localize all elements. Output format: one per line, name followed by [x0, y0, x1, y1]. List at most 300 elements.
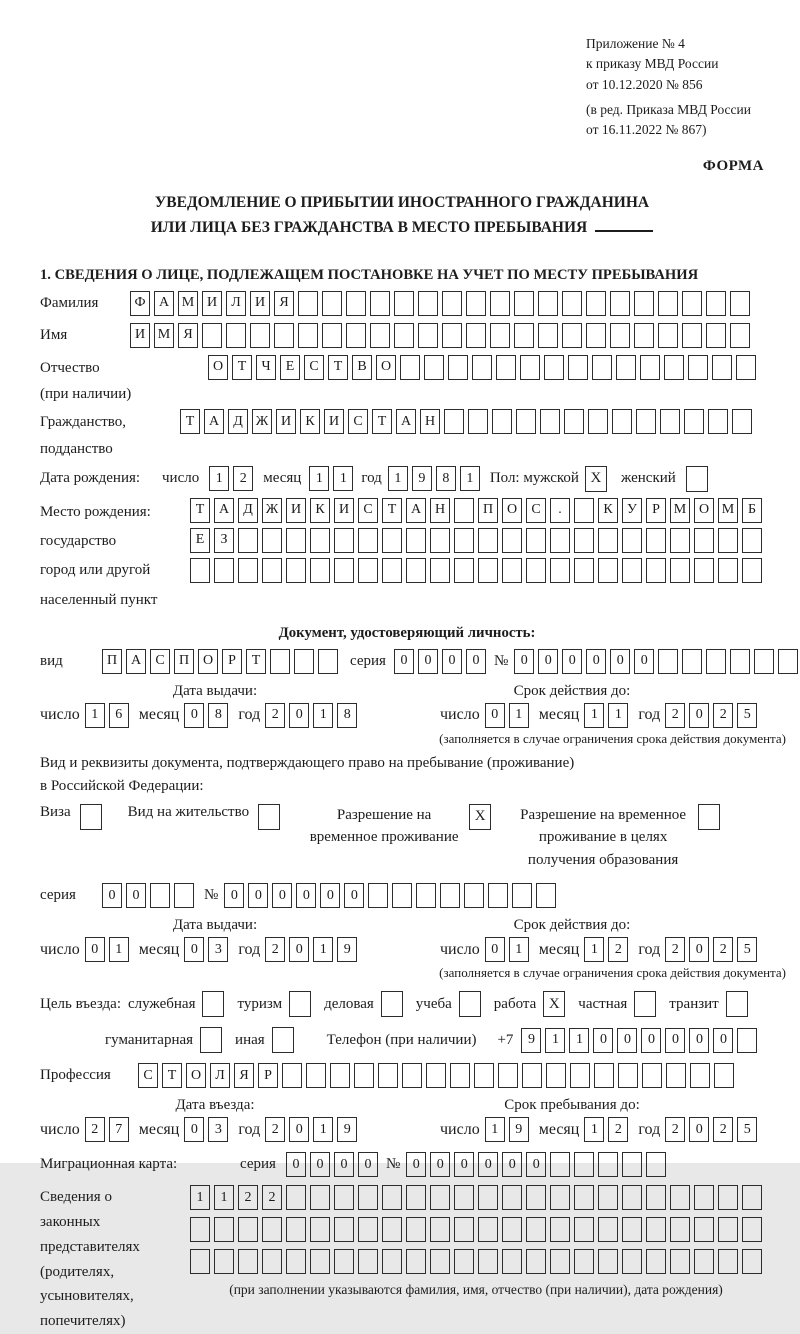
char-box[interactable]: [346, 323, 366, 348]
char-box[interactable]: [496, 355, 516, 380]
char-box[interactable]: И: [250, 291, 270, 316]
char-box[interactable]: [286, 1185, 306, 1210]
char-box[interactable]: [416, 883, 436, 908]
char-box[interactable]: [682, 291, 702, 316]
char-box[interactable]: [358, 1217, 378, 1242]
char-box[interactable]: [684, 409, 704, 434]
char-box[interactable]: [742, 1185, 762, 1210]
char-box[interactable]: 1: [584, 1117, 604, 1142]
char-box[interactable]: 7: [109, 1117, 129, 1142]
char-box[interactable]: [466, 323, 486, 348]
char-box[interactable]: М: [154, 323, 174, 348]
char-box[interactable]: 2: [665, 1117, 685, 1142]
char-box[interactable]: П: [174, 649, 194, 674]
char-box[interactable]: [666, 1063, 686, 1088]
char-box[interactable]: [322, 291, 342, 316]
surname-input[interactable]: [130, 291, 750, 316]
char-box[interactable]: 1: [584, 937, 604, 962]
char-box[interactable]: [646, 558, 666, 583]
doc-number-input[interactable]: [514, 649, 798, 674]
char-box[interactable]: [538, 323, 558, 348]
char-box[interactable]: [334, 528, 354, 553]
char-box[interactable]: 0: [610, 649, 630, 674]
char-box[interactable]: [646, 1249, 666, 1274]
char-box[interactable]: Н: [420, 409, 440, 434]
char-box[interactable]: 2: [713, 937, 733, 962]
char-box[interactable]: [634, 323, 654, 348]
char-box[interactable]: Д: [228, 409, 248, 434]
char-box[interactable]: [430, 558, 450, 583]
char-box[interactable]: [334, 558, 354, 583]
purpose-private-checkbox[interactable]: [634, 991, 656, 1017]
char-box[interactable]: [502, 528, 522, 553]
char-box[interactable]: [690, 1063, 710, 1088]
char-box[interactable]: [622, 528, 642, 553]
char-box[interactable]: 0: [418, 649, 438, 674]
char-box[interactable]: [378, 1063, 398, 1088]
entry-day-input[interactable]: [85, 1117, 129, 1142]
entry-month-input[interactable]: [184, 1117, 228, 1142]
char-box[interactable]: 0: [310, 1152, 330, 1177]
birthplace-line2-input[interactable]: [190, 528, 762, 553]
char-box[interactable]: М: [718, 498, 738, 523]
char-box[interactable]: [622, 1185, 642, 1210]
char-box[interactable]: [778, 649, 798, 674]
char-box[interactable]: 0: [562, 649, 582, 674]
char-box[interactable]: 1: [85, 703, 105, 728]
char-box[interactable]: [540, 409, 560, 434]
char-box[interactable]: [190, 558, 210, 583]
char-box[interactable]: 0: [224, 883, 244, 908]
char-box[interactable]: [694, 1249, 714, 1274]
char-box[interactable]: Т: [328, 355, 348, 380]
char-box[interactable]: И: [286, 498, 306, 523]
char-box[interactable]: [444, 409, 464, 434]
char-box[interactable]: [634, 291, 654, 316]
char-box[interactable]: М: [178, 291, 198, 316]
char-box[interactable]: 2: [262, 1185, 282, 1210]
char-box[interactable]: У: [622, 498, 642, 523]
char-box[interactable]: К: [310, 498, 330, 523]
purpose-official-checkbox[interactable]: [202, 991, 224, 1017]
char-box[interactable]: Е: [190, 528, 210, 553]
char-box[interactable]: [478, 1185, 498, 1210]
char-box[interactable]: [238, 558, 258, 583]
char-box[interactable]: 5: [737, 937, 757, 962]
char-box[interactable]: [718, 558, 738, 583]
char-box[interactable]: И: [324, 409, 344, 434]
char-box[interactable]: [502, 1217, 522, 1242]
char-box[interactable]: [492, 409, 512, 434]
char-box[interactable]: [310, 1249, 330, 1274]
char-box[interactable]: [488, 883, 508, 908]
char-box[interactable]: [526, 1249, 546, 1274]
char-box[interactable]: 2: [608, 937, 628, 962]
char-box[interactable]: С: [304, 355, 324, 380]
char-box[interactable]: 2: [85, 1117, 105, 1142]
char-box[interactable]: [706, 291, 726, 316]
char-box[interactable]: [658, 323, 678, 348]
temp-residence-checkbox[interactable]: X: [469, 804, 491, 830]
char-box[interactable]: [214, 1249, 234, 1274]
char-box[interactable]: 0: [126, 883, 146, 908]
char-box[interactable]: [514, 291, 534, 316]
char-box[interactable]: [394, 323, 414, 348]
char-box[interactable]: [562, 291, 582, 316]
char-box[interactable]: [430, 1185, 450, 1210]
char-box[interactable]: [262, 1249, 282, 1274]
char-box[interactable]: 1: [545, 1028, 565, 1053]
entry-year-input[interactable]: [265, 1117, 357, 1142]
char-box[interactable]: 0: [320, 883, 340, 908]
char-box[interactable]: [468, 409, 488, 434]
char-box[interactable]: [694, 1217, 714, 1242]
char-box[interactable]: [730, 323, 750, 348]
char-box[interactable]: [730, 649, 750, 674]
char-box[interactable]: 2: [665, 703, 685, 728]
char-box[interactable]: [382, 528, 402, 553]
migration-series-input[interactable]: [286, 1152, 378, 1177]
purpose-study-checkbox[interactable]: [459, 991, 481, 1017]
char-box[interactable]: О: [694, 498, 714, 523]
char-box[interactable]: Л: [210, 1063, 230, 1088]
char-box[interactable]: 9: [521, 1028, 541, 1053]
char-box[interactable]: [442, 291, 462, 316]
char-box[interactable]: [670, 528, 690, 553]
char-box[interactable]: [718, 1185, 738, 1210]
char-box[interactable]: [174, 883, 194, 908]
char-box[interactable]: А: [126, 649, 146, 674]
char-box[interactable]: С: [150, 649, 170, 674]
char-box[interactable]: [286, 1217, 306, 1242]
char-box[interactable]: О: [376, 355, 396, 380]
char-box[interactable]: [574, 528, 594, 553]
char-box[interactable]: [430, 1249, 450, 1274]
char-box[interactable]: 0: [184, 937, 204, 962]
char-box[interactable]: Р: [222, 649, 242, 674]
char-box[interactable]: [636, 409, 656, 434]
char-box[interactable]: [358, 558, 378, 583]
char-box[interactable]: [574, 498, 594, 523]
visa-checkbox[interactable]: [80, 804, 102, 830]
char-box[interactable]: 2: [713, 1117, 733, 1142]
char-box[interactable]: [238, 528, 258, 553]
char-box[interactable]: [714, 1063, 734, 1088]
char-box[interactable]: [454, 1185, 474, 1210]
stay-month-input[interactable]: [584, 1117, 628, 1142]
char-box[interactable]: С: [348, 409, 368, 434]
purpose-work-checkbox[interactable]: X: [543, 991, 565, 1017]
char-box[interactable]: [658, 649, 678, 674]
char-box[interactable]: [318, 649, 338, 674]
char-box[interactable]: З: [214, 528, 234, 553]
char-box[interactable]: [442, 323, 462, 348]
char-box[interactable]: Б: [742, 498, 762, 523]
char-box[interactable]: [262, 558, 282, 583]
char-box[interactable]: А: [154, 291, 174, 316]
char-box[interactable]: [382, 1185, 402, 1210]
stay-year-input[interactable]: [665, 1117, 757, 1142]
char-box[interactable]: [736, 355, 756, 380]
char-box[interactable]: 1: [309, 466, 329, 491]
char-box[interactable]: [718, 1217, 738, 1242]
char-box[interactable]: [622, 558, 642, 583]
char-box[interactable]: [538, 291, 558, 316]
char-box[interactable]: [550, 1217, 570, 1242]
char-box[interactable]: [622, 1217, 642, 1242]
char-box[interactable]: Т: [246, 649, 266, 674]
char-box[interactable]: [646, 1152, 666, 1177]
char-box[interactable]: Я: [274, 291, 294, 316]
char-box[interactable]: Д: [238, 498, 258, 523]
char-box[interactable]: 1: [209, 466, 229, 491]
char-box[interactable]: 0: [296, 883, 316, 908]
char-box[interactable]: [454, 528, 474, 553]
char-box[interactable]: [502, 1249, 522, 1274]
citizenship-input[interactable]: [180, 409, 752, 434]
char-box[interactable]: 0: [289, 1117, 309, 1142]
char-box[interactable]: [490, 291, 510, 316]
char-box[interactable]: [522, 1063, 542, 1088]
char-box[interactable]: [544, 355, 564, 380]
char-box[interactable]: [490, 323, 510, 348]
char-box[interactable]: О: [186, 1063, 206, 1088]
char-box[interactable]: 1: [214, 1185, 234, 1210]
char-box[interactable]: А: [214, 498, 234, 523]
char-box[interactable]: [330, 1063, 350, 1088]
char-box[interactable]: 9: [337, 1117, 357, 1142]
purpose-tourism-checkbox[interactable]: [289, 991, 311, 1017]
char-box[interactable]: [502, 558, 522, 583]
profession-input[interactable]: [138, 1063, 734, 1088]
char-box[interactable]: [402, 1063, 422, 1088]
char-box[interactable]: 5: [737, 1117, 757, 1142]
char-box[interactable]: К: [300, 409, 320, 434]
char-box[interactable]: 2: [238, 1185, 258, 1210]
char-box[interactable]: 5: [737, 703, 757, 728]
issue-year-input[interactable]: [265, 703, 357, 728]
char-box[interactable]: О: [198, 649, 218, 674]
char-box[interactable]: [382, 1217, 402, 1242]
char-box[interactable]: 8: [436, 466, 456, 491]
char-box[interactable]: В: [352, 355, 372, 380]
char-box[interactable]: [550, 558, 570, 583]
purpose-other-checkbox[interactable]: [272, 1027, 294, 1053]
char-box[interactable]: 9: [412, 466, 432, 491]
char-box[interactable]: С: [526, 498, 546, 523]
char-box[interactable]: [586, 291, 606, 316]
char-box[interactable]: [190, 1249, 210, 1274]
char-box[interactable]: 0: [485, 937, 505, 962]
char-box[interactable]: [358, 1249, 378, 1274]
char-box[interactable]: [516, 409, 536, 434]
char-box[interactable]: А: [406, 498, 426, 523]
char-box[interactable]: 3: [208, 1117, 228, 1142]
char-box[interactable]: 0: [689, 703, 709, 728]
char-box[interactable]: Ж: [262, 498, 282, 523]
patronymic-input[interactable]: [208, 355, 756, 380]
char-box[interactable]: [610, 291, 630, 316]
char-box[interactable]: [382, 558, 402, 583]
firstname-input[interactable]: [130, 323, 750, 348]
char-box[interactable]: П: [102, 649, 122, 674]
char-box[interactable]: Р: [646, 498, 666, 523]
char-box[interactable]: [646, 1217, 666, 1242]
char-box[interactable]: [550, 1152, 570, 1177]
char-box[interactable]: [574, 558, 594, 583]
temp-residence-education-checkbox[interactable]: [698, 804, 720, 830]
char-box[interactable]: [512, 883, 532, 908]
char-box[interactable]: 0: [289, 937, 309, 962]
char-box[interactable]: [550, 1185, 570, 1210]
char-box[interactable]: [298, 323, 318, 348]
char-box[interactable]: [742, 528, 762, 553]
residence-series-input[interactable]: [102, 883, 194, 908]
char-box[interactable]: 0: [689, 937, 709, 962]
char-box[interactable]: [250, 323, 270, 348]
char-box[interactable]: Т: [190, 498, 210, 523]
char-box[interactable]: [658, 291, 678, 316]
char-box[interactable]: [418, 291, 438, 316]
char-box[interactable]: [640, 355, 660, 380]
char-box[interactable]: Л: [226, 291, 246, 316]
char-box[interactable]: [286, 528, 306, 553]
char-box[interactable]: [616, 355, 636, 380]
char-box[interactable]: 0: [514, 649, 534, 674]
char-box[interactable]: 0: [334, 1152, 354, 1177]
char-box[interactable]: 8: [337, 703, 357, 728]
char-box[interactable]: [334, 1249, 354, 1274]
char-box[interactable]: [190, 1217, 210, 1242]
char-box[interactable]: [262, 528, 282, 553]
birth-day-input[interactable]: [209, 466, 253, 491]
char-box[interactable]: [358, 528, 378, 553]
char-box[interactable]: [306, 1063, 326, 1088]
char-box[interactable]: 0: [442, 649, 462, 674]
char-box[interactable]: Т: [382, 498, 402, 523]
char-box[interactable]: [732, 409, 752, 434]
char-box[interactable]: П: [478, 498, 498, 523]
purpose-transit-checkbox[interactable]: [726, 991, 748, 1017]
char-box[interactable]: [708, 409, 728, 434]
char-box[interactable]: [682, 323, 702, 348]
char-box[interactable]: 1: [485, 1117, 505, 1142]
char-box[interactable]: [682, 649, 702, 674]
char-box[interactable]: [754, 649, 774, 674]
char-box[interactable]: [598, 1185, 618, 1210]
char-box[interactable]: Ч: [256, 355, 276, 380]
char-box[interactable]: [310, 558, 330, 583]
char-box[interactable]: [622, 1249, 642, 1274]
char-box[interactable]: 1: [313, 1117, 333, 1142]
char-box[interactable]: [536, 883, 556, 908]
char-box[interactable]: [450, 1063, 470, 1088]
char-box[interactable]: [570, 1063, 590, 1088]
char-box[interactable]: И: [334, 498, 354, 523]
stay-day-input[interactable]: [485, 1117, 529, 1142]
char-box[interactable]: [478, 528, 498, 553]
char-box[interactable]: [406, 1217, 426, 1242]
char-box[interactable]: [660, 409, 680, 434]
char-box[interactable]: [526, 528, 546, 553]
char-box[interactable]: 0: [289, 703, 309, 728]
char-box[interactable]: [568, 355, 588, 380]
char-box[interactable]: [498, 1063, 518, 1088]
char-box[interactable]: [598, 1249, 618, 1274]
char-box[interactable]: [670, 558, 690, 583]
char-box[interactable]: 6: [109, 703, 129, 728]
issue-month-input[interactable]: [184, 703, 228, 728]
char-box[interactable]: 2: [665, 937, 685, 962]
char-box[interactable]: [474, 1063, 494, 1088]
char-box[interactable]: [564, 409, 584, 434]
char-box[interactable]: [646, 528, 666, 553]
char-box[interactable]: [546, 1063, 566, 1088]
char-box[interactable]: [294, 649, 314, 674]
char-box[interactable]: 1: [109, 937, 129, 962]
char-box[interactable]: [424, 355, 444, 380]
char-box[interactable]: 0: [466, 649, 486, 674]
char-box[interactable]: 0: [485, 703, 505, 728]
char-box[interactable]: И: [130, 323, 150, 348]
char-box[interactable]: 2: [608, 1117, 628, 1142]
char-box[interactable]: [334, 1217, 354, 1242]
char-box[interactable]: 8: [208, 703, 228, 728]
char-box[interactable]: [478, 1217, 498, 1242]
char-box[interactable]: Е: [280, 355, 300, 380]
char-box[interactable]: 3: [208, 937, 228, 962]
char-box[interactable]: А: [204, 409, 224, 434]
char-box[interactable]: [454, 558, 474, 583]
char-box[interactable]: [712, 355, 732, 380]
char-box[interactable]: [718, 1249, 738, 1274]
residence-valid-day-input[interactable]: [485, 937, 529, 962]
representatives-line2-input[interactable]: [190, 1217, 762, 1242]
char-box[interactable]: [334, 1185, 354, 1210]
doc-kind-input[interactable]: [102, 649, 338, 674]
char-box[interactable]: 2: [265, 703, 285, 728]
char-box[interactable]: [670, 1249, 690, 1274]
char-box[interactable]: [202, 323, 222, 348]
char-box[interactable]: [270, 649, 290, 674]
char-box[interactable]: 1: [388, 466, 408, 491]
char-box[interactable]: О: [502, 498, 522, 523]
char-box[interactable]: 1: [509, 937, 529, 962]
char-box[interactable]: [550, 528, 570, 553]
char-box[interactable]: [406, 1185, 426, 1210]
char-box[interactable]: [737, 1028, 757, 1053]
char-box[interactable]: [370, 323, 390, 348]
char-box[interactable]: [706, 649, 726, 674]
char-box[interactable]: [612, 409, 632, 434]
char-box[interactable]: [322, 323, 342, 348]
char-box[interactable]: [664, 355, 684, 380]
char-box[interactable]: [618, 1063, 638, 1088]
char-box[interactable]: 1: [608, 703, 628, 728]
char-box[interactable]: 0: [184, 703, 204, 728]
char-box[interactable]: Я: [234, 1063, 254, 1088]
doc-series-input[interactable]: [394, 649, 486, 674]
char-box[interactable]: [514, 323, 534, 348]
purpose-business-checkbox[interactable]: [381, 991, 403, 1017]
char-box[interactable]: Т: [180, 409, 200, 434]
char-box[interactable]: 1: [584, 703, 604, 728]
char-box[interactable]: [310, 1185, 330, 1210]
char-box[interactable]: [464, 883, 484, 908]
issue-day-input[interactable]: [85, 703, 129, 728]
char-box[interactable]: [592, 355, 612, 380]
char-box[interactable]: С: [138, 1063, 158, 1088]
